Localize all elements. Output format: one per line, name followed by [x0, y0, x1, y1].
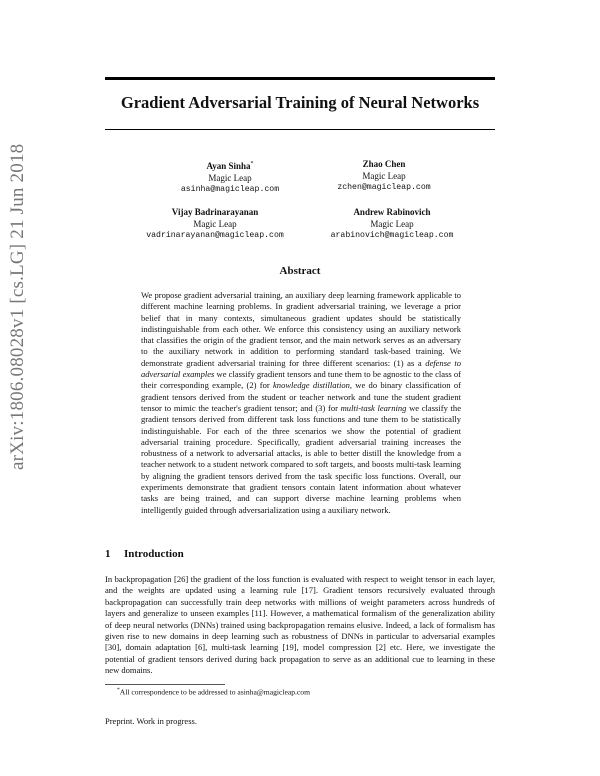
section-title: Introduction: [124, 548, 184, 560]
footnote-rule: [105, 684, 225, 685]
author-email: zchen@magicleap.com: [337, 183, 431, 192]
author-name: Vijay Badrinarayanan: [171, 207, 259, 217]
author-affiliation: Magic Leap: [362, 170, 406, 181]
author-name: Zhao Chen: [362, 159, 406, 169]
emphasis: defense to adversarial examples: [141, 357, 462, 380]
section-number: 1: [105, 548, 111, 560]
author-block-3: [115, 207, 315, 242]
emphasis: multi-task learning: [340, 402, 407, 413]
title-top-rule: [105, 77, 495, 80]
introduction-text: In backpropagation [26] the gradient of the loss function is evaluated with respect to weight tensor in each layer, and the weights are updated using a learning rule [17]. Gradient tensors recursively evaluated through backpropagation can successfully train deep networks with millions of weight parameters across hundreds of layers and generalize to unseen examples [11]. However, a mathematical formalism of the generalization ability of deep neural networks (DNNs) trained using backpropagation remains elusive. Indeed, a lack of formalism has given rise to new domains in deep learning such as robustness of DNNs in particular to adversarial examples [30], domain adaptation [6], multi-task learning [19], model compression [2] etc. Here, we investigate the potential of gradient tensors derived during back propagation to serve as an additional cue to learning in these new domains.: [105, 574, 495, 676]
emphasis: knowledge distillation: [273, 380, 350, 391]
section-heading: [105, 548, 184, 560]
author-affiliation: Magic Leap: [193, 218, 237, 229]
footnote-marker: *: [250, 161, 254, 167]
author-affiliation: Magic Leap: [208, 172, 252, 183]
abstract-text: We propose gradient adversarial training, an auxiliary deep learning framework applicable to different machine learning problems. In gradient adversarial training, we leverage a prior belief that in many contexts, simultaneous gradient updates should be statistically indistinguishable from each other. We enforce this consistency using an auxiliary network that classifies the origin of the gradient tensor, and the main network serves as an adversary to the auxiliary network in addition to performing standard task-based training. We demonstrate gradient adversarial training for three different scenarios: (1) as a defense to adversarial examples we classify gradient tensors and tune them to be agnostic to the class of their corresponding example, (2) for knowledge distillation, we do binary classification of gradient tensors derived from the student or teacher network and tune the student gradient tensor to mimic the teacher's gradient tensor; and (3) for multi-task learning we classify the gradient tensors derived from different task loss functions and tune them to be statistically indistinguishable. For each of the three scenarios we show the potential of gradient adversarial training procedure. Specifically, gradient adversarial training increases the robustness of a network to adversarial attacks, is able to better distill the knowledge from a teacher network to a student network compared to soft targets, and boosts multi-task learning by aligning the gradient tensors derived from the task specific loss functions. Overall, our experiments demonstrate that gradient tensors contain latent information about whatever tasks are being trained, and can support diverse machine learning problems when intelligently guided through adversarialization using a auxiliary network.: [141, 290, 462, 515]
abstract-heading: Abstract: [279, 265, 321, 277]
author-block-4: [292, 207, 492, 242]
author-email: asinha@magicleap.com: [180, 185, 280, 194]
paper-title: Gradient Adversarial Training of Neural Networks: [120, 93, 480, 112]
author-affiliation: Magic Leap: [370, 218, 414, 229]
author-email: arabinovich@magicleap.com: [330, 231, 454, 240]
title-bottom-rule: [105, 129, 495, 130]
footnote-text: All correspondence to be addressed to asinha@magicleap.com: [119, 687, 310, 697]
footnote: [117, 687, 310, 697]
author-name: Ayan Sinha*: [206, 161, 254, 171]
author-block-2: [284, 159, 484, 194]
author-email: vadrinarayanan@magicleap.com: [146, 231, 284, 240]
preprint-note: Preprint. Work in progress.: [105, 716, 197, 726]
footnote-marker: *: [117, 687, 120, 693]
arxiv-identifier: arXiv:1806.08028v1 [cs.LG] 21 Jun 2018: [7, 143, 28, 470]
author-name: Andrew Rabinovich: [353, 207, 431, 217]
